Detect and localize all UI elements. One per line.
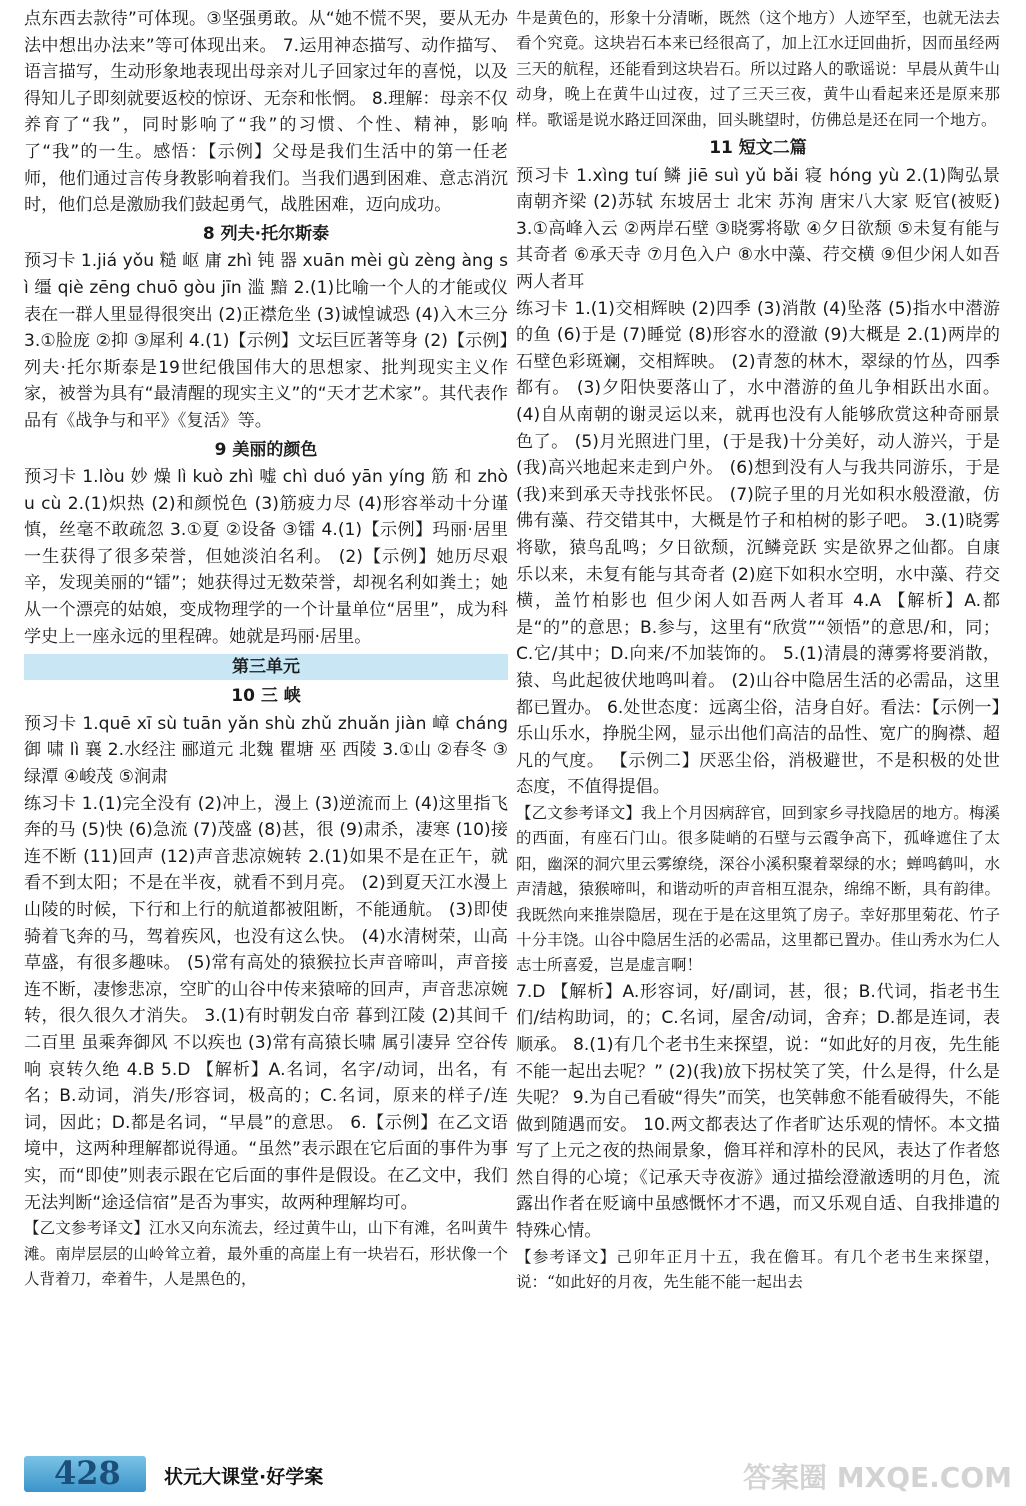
answer-paragraph: 练习卡 1.(1)交相辉映 (2)四季 (3)消散 (4)坠落 (5)指水中潜游的鱼 (6)于是 (7)睡觉 (8)形容水的澄澈 (9)大概是 2.(1)两岸的石壁色彩斑斓，交相辉映。 (2)青葱的林木，翠绿的竹丛，四季都有。 (3)夕阳快要落山了，水中潜游的鱼儿争相跃出水面。 (4)自从南朝的谢灵运以来，就再也没有人能够欣赏这种奇丽景色了。 (5)月光照进门里，(于是我)十分美好，动人游兴，于是(我)高兴地起来走到户外。 (6)想到没有人与我共同游乐，于是(我)来到承天寺找张怀民。 (7)院子里的月光如积水般澄澈，仿佛有藻、荇交错其中，大概是竹子和柏树的影子吧。 3.(1)晓雾将歇，猿鸟乱鸣；夕日欲颓，沉鳞竞跃 实是欲界之仙都。自康乐以来，未复有能与其奇者 (2)庭下如积水空明，水中藻、荇交横，盖竹柏影也 但少闲人如吾两人者耳 4.A 【解析】A.都是“的”的意思；B.参与，这里有“欣赏”“领悟”的意思/和，同；C.它/其中；D.向来/不加装饰的。 5.(1)清晨的薄雾将要消散，猿、鸟此起彼伏地鸣叫着。 (2)山谷中隐居生活的必需品，这里都已置办。 6.处世态度：远离尘俗，洁身自好。看法：【示例一】乐山乐水，挣脱尘网，显示出他们高洁的品性、宽广的胸襟、超凡的气度。 【示例二】厌恶尘俗，消极避世，不是积极的处世态度，不值得提倡。 <box>516 298 1000 798</box>
answer-paragraph: 预习卡 1.lòu 妙 燥 lì kuò zhì 嘘 chì duó yān yíng 筋 和 zhòu cù 2.(1)炽热 (2)和颜悦色 (3)筋疲力尽 (4)形容举动十分谨慎，丝毫不敢疏忽 3.①夏 ②设备 ③镭 4.(1)【示例】玛丽·居里一生获得了很多荣誉，但她淡泊名利。 (2)【示例】她历尽艰辛，发现美丽的“镭”；她获得过无数荣誉，却视名利如粪土；她从一个漂亮的姑娘，变成物理学的一个计量单位“居里”，成为科学史上一座永远的里程碑。她就是玛丽·居里。 <box>24 467 508 647</box>
book-brand: 状元大课堂·好学案 <box>164 1466 324 1488</box>
lesson-title: 10 三 峡 <box>231 686 301 707</box>
answer-paragraph: 7.D 【解析】A.形容词，好/副词，甚，很；B.代词，指老书生们/结构助词，的；C.名词，屋舍/动词，舍弃；D.都是连词，表顺承。 8.(1)有几个老书生来探望，说：“如此好的月夜，先生能不能一起出去呢？” (2)(我)放下拐杖笑了笑，什么是得，什么是失呢？ 9.为自己看破“得失”而笑，也笑韩愈不能看破得失，不能做到随遇而安。 10.两文都表达了作者旷达乐观的情怀。本文描写了上元之夜的热闹景象，儋耳祥和淳朴的民风，表达了作者悠然自得的心境；《记承天寺夜游》通过描绘澄澈透明的月色，流露出作者在贬谪中虽感慨怀才不遇，而又乐观自适、自我排遣的特殊心情。 <box>516 981 1000 1242</box>
lesson-title: 8 列夫·托尔斯泰 <box>202 223 330 244</box>
answer-paragraph: 点东西去款待”可体现。③坚强勇敢。从“她不慌不哭，要从无办法中想出办法来”等可体现出来。 7.运用神态描写、动作描写、语言描写，生动形象地表现出母亲对儿子回家过年的喜悦，以及得知儿子即刻就要返校的惊讶、无奈和怅惘。 8.理解：母亲不仅养育了“我”，同时影响了“我”的习惯、个性、精神，影响了“我”的一生。感悟：【示例】父母是我们生活中的第一任老师，他们通过言传身教影响着我们。当我们遇到困难、意志消沉时，他们总是激励我们鼓起勇气，战胜困难，迈向成功。 <box>24 9 508 216</box>
lesson-title: 9 美丽的颜色 <box>214 439 318 460</box>
page-number: 428 <box>54 1454 121 1492</box>
lesson-title: 11 短文二篇 <box>709 138 807 159</box>
left-column <box>24 6 508 1292</box>
answer-paragraph: 预习卡 1.quē xī sù tuān yǎn shù zhǔ zhuǎn jiàn 嶂 cháng 御 啸 lì 襄 2.水经注 郦道元 北魏 瞿塘 巫 西陵 3.①山 ②春冬 ③绿潭 ④峻茂 ⑤涧肃 <box>24 713 508 788</box>
watermark: 答案圈 MXQE.COM <box>743 1461 1012 1494</box>
translation-paragraph: 牛是黄色的，形象十分清晰，既然（这个地方）人迹罕至，也就无法去看个究竟。这块岩石本来已经很高了，加上江水迂回曲折，因而虽经两三天的航程，还能看到这块岩石。所以过路人的歌谣说：早晨从黄牛山动身，晚上在黄牛山过夜，过了三天三夜，黄牛山看起来还是原来那样。歌谣是说水路迂回深曲，回头眺望时，仿佛总是还在同一个地方。 <box>516 9 1000 129</box>
answer-paragraph: 预习卡 1.xìng tuí 鳞 jiē suì yǔ bǎi 寝 hóng yù 2.(1)陶弘景 南朝齐梁 (2)苏轼 东坡居士 北宋 苏洵 唐宋八大家 贬官(被贬) 3.①高峰入云 ②两岸石壁 ③晓雾将歇 ④夕日欲颓 ⑤未复有能与其奇者 ⑥承天寺 ⑦月色入户 ⑧水中藻、荇交横 ⑨但少闲人如吾两人者耳 <box>516 165 1000 292</box>
translation-paragraph: 【参考译文】己卯年正月十五，我在儋耳。有几个老书生来探望，说：“如此好的月夜，先生能不能一起出去 <box>516 1247 1000 1292</box>
translation-paragraph: 【乙文参考译文】我上个月因病辞官，回到家乡寻找隐居的地方。梅溪的西面，有座石门山。很多陡峭的石壁与云霞争高下，孤峰遮住了太阳，幽深的洞穴里云雾缭绕，深谷小溪积聚着翠绿的水；蝉鸣鹤叫，水声清越，猿猴啼叫，和谐动听的声音相互混杂，绵绵不断，具有韵律。我既然向来推崇隐居，现在于是在这里筑了房子。幸好那里菊花、竹子十分丰饶。山谷中隐居生活的必需品，这里都已置办。佳山秀水为仁人志士所喜爱，岂是虚言啊！ <box>516 803 1000 975</box>
page-footer <box>24 1456 724 1496</box>
answer-paragraph: 练习卡 1.(1)完全没有 (2)冲上，漫上 (3)逆流而上 (4)这里指飞奔的马 (5)快 (6)急流 (7)茂盛 (8)甚，很 (9)肃杀，凄寒 (10)接连不断 (11)回声 (12)声音悲凉婉转 2.(1)如果不是在正午，就看不到太阳；不是在半夜，就看不到月亮。 (2)到夏天江水漫上山陵的时候，下行和上行的航道都被阻断，不能通航。 (3)即使骑着飞奔的马，驾着疾风，也没有这么快。 (4)水清树荣，山高草盛，有很多趣味。 (5)常有高处的猿猴拉长声音啼叫，声音接连不断，凄惨悲凉，空旷的山谷中传来猿啼的回声，声音悲凉婉转，很久很久才消失。 3.(1)有时朝发白帝 暮到江陵 (2)其间千二百里 虽乘奔御风 不以疾也 (3)常有高猿长啸 属引凄异 空谷传响 哀转久绝 4.B 5.D 【解析】A.名词，名字/动词，出名，有名；B.动词，消失/形容词，极高的；C.名词，原来的样子/连词，因此；D.都是名词，“早晨”的意思。 6.【示例】在乙文语境中，这两种理解都说得通。“虽然”表示跟在它后面的事件为事实，而“即使”则表示跟在它后面的事件是假设。在乙文中，我们无法判断“途迳信宿”是否为事实，故两种理解均可。 <box>24 793 508 1213</box>
unit-title: 第三单元 <box>24 654 508 680</box>
translation-paragraph: 【乙文参考译文】江水又向东流去，经过黄牛山，山下有滩，名叫黄牛滩。南岸层层的山岭耸立着，最外重的高崖上有一块岩石，形状像一个人背着刀，牵着牛，人是黑色的， <box>24 1219 508 1288</box>
answer-paragraph: 预习卡 1.jiá yǒu 糙 岖 庸 zhì 钝 器 xuān mèi gù zèng àng sì 缰 qiè zēng chuō gòu jīn 滥 黯 2.(1)比喻一个人的才能或仪表在一群人里显得很突出 (2)正襟危坐 (3)诚惶诚恐 (4)入木三分 3.①脸庞 ②抑 ③犀利 4.(1)【示例】文坛巨匠著等身 (2)【示例】列夫·托尔斯泰是19世纪俄国伟大的思想家、批判现实主义作家，被誉为具有“最清醒的现实主义”的“天才艺术家”。其代表作品有《战争与和平》《复活》等。 <box>24 251 508 431</box>
right-column <box>516 6 1000 1295</box>
